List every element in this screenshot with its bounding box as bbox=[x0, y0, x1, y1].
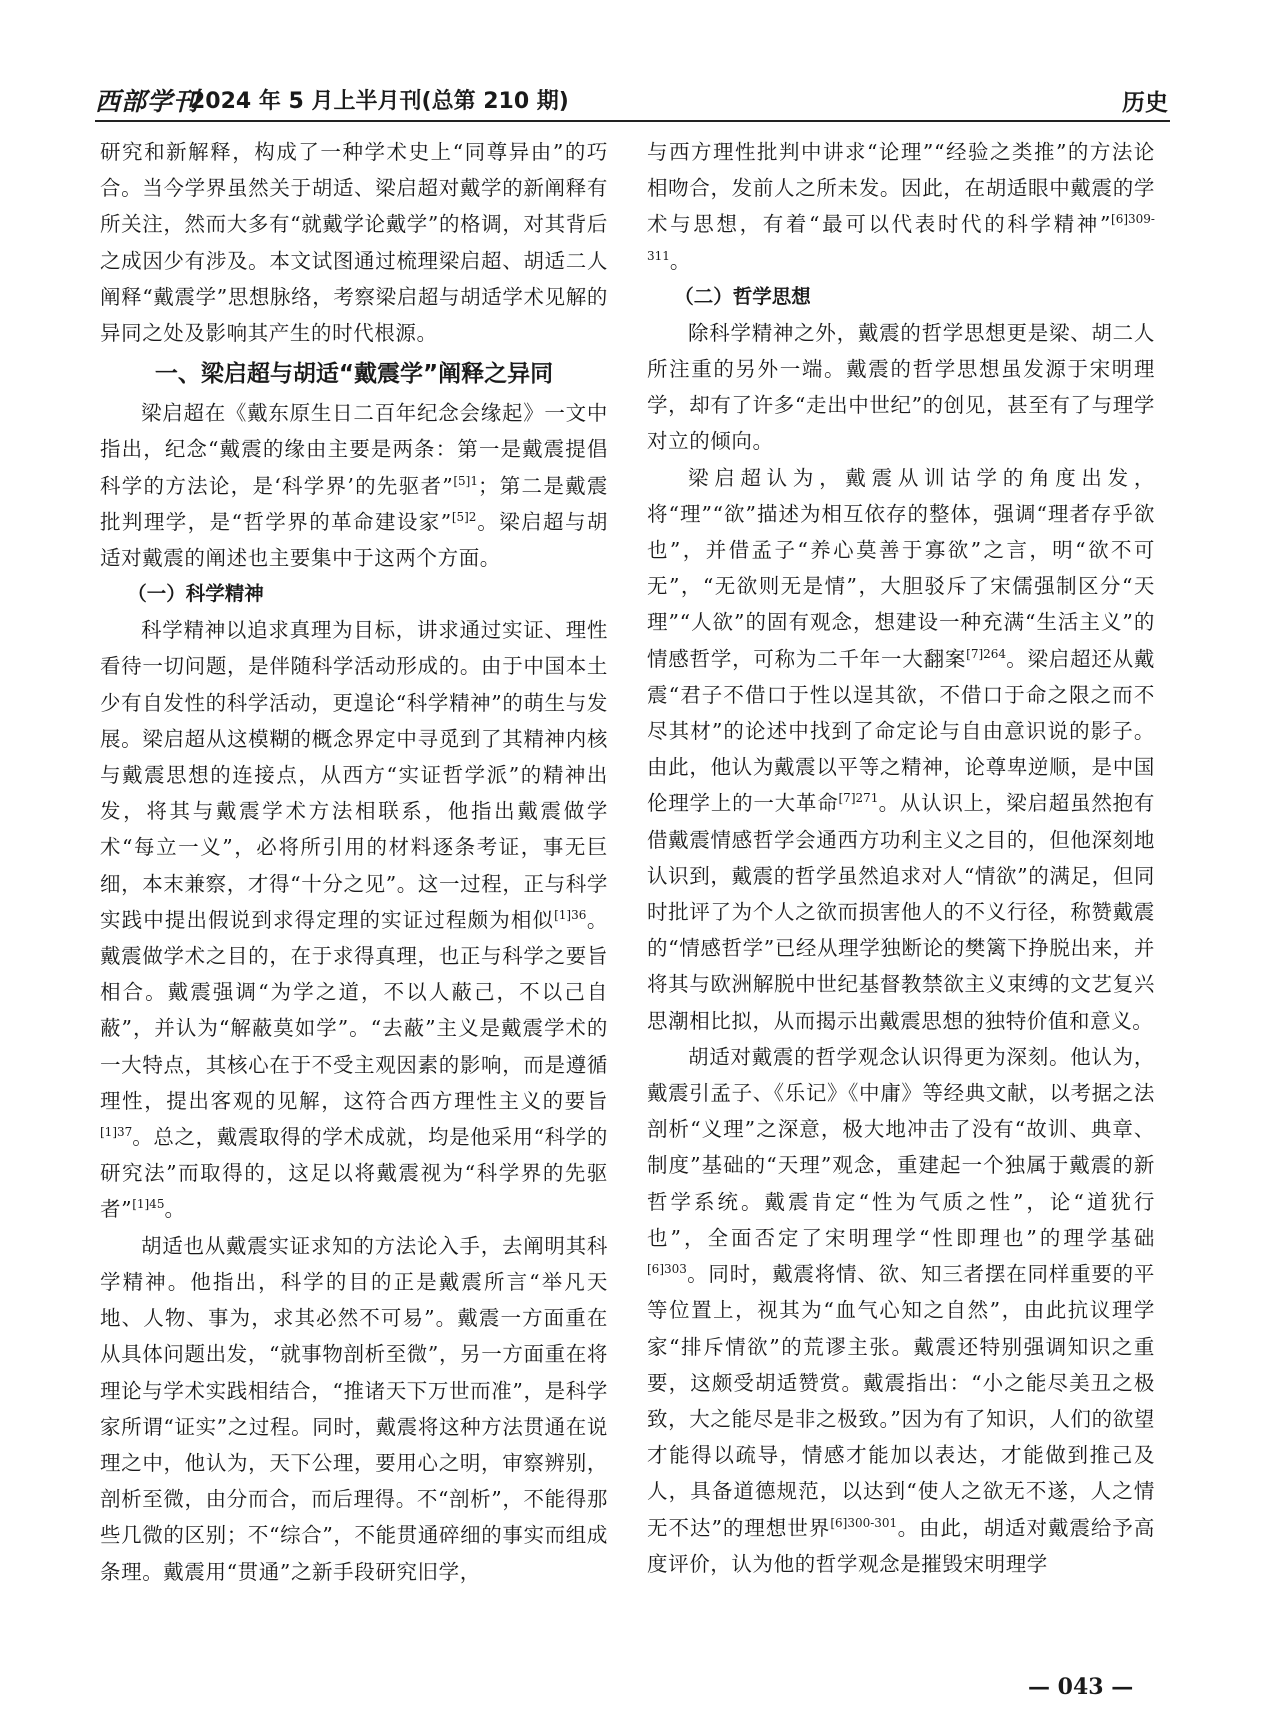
paragraph-intro-continued: 研究和新解释，构成了一种学术史上“同尊异由”的巧合。当今学界虽然关于胡适、梁启超对戴学的新阐释有所关注，然而大多有“就戴学论戴学”的格调，对其背后之成因少有涉及。本文试图通过梳理梁启超、胡适二人阐释“戴震学”思想脉络，考察梁启超与胡适学术见解的异同之处及影响其产生的时代根源。 bbox=[100, 140, 608, 346]
citation: [1]36 bbox=[554, 908, 587, 923]
citation: [7]271 bbox=[838, 791, 879, 806]
page-header bbox=[95, 80, 1170, 122]
subheading-science-spirit: （一）科学精神 bbox=[127, 582, 264, 606]
paragraph-liang-intro: 梁启超在《戴东原生日二百年纪念会缘起》一文中指出，纪念“戴震的缘由主要是两条：第一是戴震提倡科学的方法论，是‘科学界’的先驱者”$^{[5]1}$；第二是戴震批判理学，是“哲学界的革命建设家”$^{[5]2}$。梁启超与胡适对戴震的阐述也主要集中于这两个方面。 bbox=[100, 401, 608, 571]
citation: [1]45 bbox=[132, 1197, 165, 1212]
citation: [6]303 bbox=[647, 1262, 687, 1277]
subheading-philosophy: （二）哲学思想 bbox=[674, 284, 811, 308]
paragraph-philosophy-intro: 除科学精神之外，戴震的哲学思想更是梁、胡二人所注重的另外一端。戴震的哲学思想虽发源于宋明理学，却有了许多“走出中世纪”的创见，甚至有了与理学对立的倾向。 bbox=[647, 320, 1155, 454]
issue-info: 2024 年 5 月上半月刊(总第 210 期) bbox=[190, 89, 569, 114]
citation: [1]37 bbox=[100, 1125, 133, 1140]
paragraph-hu-philosophy: 胡适对戴震的哲学观念认识得更为深刻。他认为，戴震引孟子、《乐记》《中庸》等经典文献，以考据之法剖析“义理”之深意，极大地冲击了没有“故训、典章、制度”基础的“天理”观念，重建起一个独属于戴震的新哲学系统。戴震肯定“性为气质之性”，论“道犹行也”，全面否定了宋明理学“性即理也”的理学基础$^{[6]303}$。同时，戴震将情、欲、知三者摆在同样重要的平等位置上，视其为“血气心知之自然”，由此抗议理学家“排斥情欲”的荒谬主张。戴震还特别强调知识之重要，这颇受胡适赞赏。戴震指出：“小之能尽美丑之极致，大之能尽是非之极致。”因为有了知识，人们的欲望才能得以疏导，情感才能加以表达，才能做到推己及人，具备道德规范，以达到“使人之欲无不遂，人之情无不达”的理想世界$^{[6]300-301}$。由此，胡适对戴震给予高度评价，认为他的哲学观念是摧毁宋明理学 bbox=[647, 1044, 1155, 1576]
citation: [7]264 bbox=[966, 646, 1007, 661]
right-column bbox=[647, 134, 1155, 1582]
page-number: — 043 — bbox=[1028, 1674, 1134, 1700]
left-column bbox=[100, 134, 608, 1590]
citation: [5]2 bbox=[451, 510, 477, 524]
paragraph-science-spirit: 科学精神以追求真理为目标，讲求通过实证、理性看待一切问题，是伴随科学活动形成的。由于中国本土少有自发性的科学活动，更遑论“科学精神”的萌生与发展。梁启超从这模糊的概念界定中寻觅到了其精神内核与戴震思想的连接点，从西方“实证哲学派”的精神出发，将其与戴震学术方法相联系，他指出戴震做学术“每立一义”，必将所引用的材料逐条考证，事无巨细，本末兼察，才得“十分之见”。这一过程，正与科学实践中提出假说到求得定理的实证过程颇为相似$^{[1]36}$。戴震做学术之目的，在于求得真理，也正与科学之要旨相合。戴震强调“为学之道，不以人蔽己，不以己自蔽”，并认为“解蔽莫如学”。“去蔽”主义是戴震学术的一大特点，其核心在于不受主观因素的影响，而是遵循理性，提出客观的见解，这符合西方理性主义的要旨$^{[1]37}$。总之，戴震取得的学术成就，均是他采用“科学的研究法”而取得的，这足以将戴震视为“科学界的先驱者”$^{[1]45}$。 bbox=[100, 618, 608, 1222]
paragraph-liang-philosophy: 梁启超认为，戴震从训诂学的角度出发，将“理”“欲”描述为相互依存的整体，强调“理者存乎欲也”，并借孟子“养心莫善于寡欲”之言，明“欲不可无”，“无欲则无是情”，大胆驳斥了宋儒强制区分“天理”“人欲”的固有观念，想建设一种充满“生活主义”的情感哲学，可称为二千年一大翻案$^{[7]264}$。梁启超还从戴震“君子不借口于性以逞其欲，不借口于命之限之而不尽其材”的论述中找到了命定论与自由意识说的影子。由此，他认为戴震以平等之精神，论尊卑逆顺，是中国伦理学上的一大革命$^{[7]271}$。从认识上，梁启超虽然抱有借戴震情感哲学会通西方功利主义之目的，但他深刻地认识到，戴震的哲学虽然追求对人“情欲”的满足，但同时批评了为个人之欲而损害他人的不义行径，称赞戴震的“情感哲学”已经从理学独断论的樊篱下挣脱出来，并将其与欧洲解脱中世纪基督教禁欲主义束缚的文艺复兴思潮相比拟，从而揭示出戴震思想的独特价值和意义。 bbox=[647, 465, 1156, 1033]
citation: [6]309-311 bbox=[647, 212, 1155, 263]
journal-logo: 西部学刊 bbox=[95, 87, 200, 116]
section-heading: 一、梁启超与胡适“戴震学”阐释之异同 bbox=[154, 361, 554, 388]
citation: [5]1 bbox=[453, 473, 478, 488]
section-name: 历史 bbox=[1122, 90, 1168, 116]
citation: [6]300-301 bbox=[830, 1515, 898, 1530]
paragraph-hu-method: 胡适也从戴震实证求知的方法论入手，去阐明其科学精神。他指出，科学的目的正是戴震所言“举凡天地、人物、事为，求其必然不可易”。戴震一方面重在从具体问题出发，“就事物剖析至微”，另一方面重在将理论与学术实践相结合，“推诸天下万世而准”，是科学家所谓“证实”之过程。同时，戴震将这种方法贯通在说理之中，他认为，天下公理，要用心之明，审察辨别，剖析至微，由分而合，而后理得。不“剖析”，不能得那些几微的区别；不“综合”，不能贯通碎细的事实而组成条理。戴震用“贯通”之新手段研究旧学， bbox=[100, 1233, 608, 1584]
paragraph-hu-method-continued: 与西方理性批判中讲求“论理”“经验之类推”的方法论相吻合，发前人之所未发。因此，在胡适眼中戴震的学术与思想，有着“最可以代表时代的科学精神”$^{[6]309-311}$。 bbox=[647, 140, 1155, 273]
